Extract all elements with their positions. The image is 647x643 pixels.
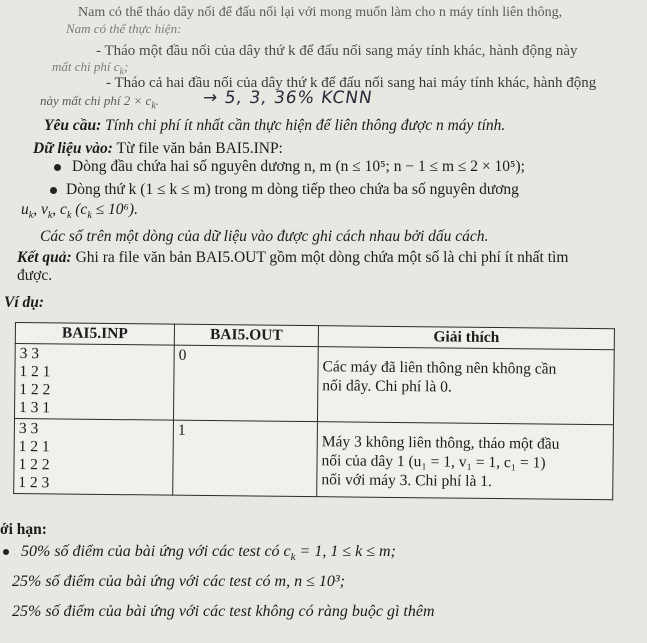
requirement-line: Yêu cầu: Tính chi phí ít nhất cần thực hiện để liên thông được n máy tính. <box>44 117 506 134</box>
text-line-5: - Tháo cả hai đầu nối của dây thứ k để đấu nối sang hai máy tính khác, hành động <box>106 75 597 91</box>
table-header: BAI5.INP <box>15 323 174 346</box>
table-header: Giải thích <box>318 326 614 350</box>
limit-line-2: 25% số điểm của bài ứng với các test có m, n ≤ 10³; <box>12 573 345 590</box>
table-row <box>14 344 614 425</box>
limits-heading: ới hạn: <box>0 521 47 538</box>
limit-line-1: 50% số điểm của bài ứng với các test có $c_k = 1$, 1 ≤ k ≤ m; <box>21 543 396 564</box>
explanation-cell: Máy 3 không liên thông, tháo một đầu nối của dây 1 (u₁ = 1, v₁ = 1, c₁ = 1) nối với máy 3. Chi phí là 1. <box>317 422 614 500</box>
separator-note: Các số trên một dòng của dữ liệu vào được ghi cách nhau bởi dấu cách. <box>40 228 489 245</box>
table-header: BAI5.OUT <box>174 324 318 347</box>
explanation-cell: Các máy đã liên thông nên không cần nối dây. Chi phí là 0. <box>317 347 614 425</box>
text-line-1: Nam có thể tháo dây nối để đấu nối lại với mong muốn làm cho n máy tính liên thông, <box>78 5 563 20</box>
input-bullet-2: Dòng thứ k (1 ≤ k ≤ m) trong m dòng tiếp theo chứa ba số nguyên dương <box>66 181 519 198</box>
inp-cell: 3 3 1 2 1 1 2 2 1 3 1 <box>14 344 174 421</box>
example-heading: Ví dụ: <box>4 294 45 311</box>
input-heading: Dữ liệu vào: Từ file văn bản BAI5.INP: <box>33 140 283 157</box>
input-bullet-1: Dòng đầu chứa hai số nguyên dương n, m (n ≤ 10⁵; n − 1 ≤ m ≤ 2 × 10⁵); <box>72 158 525 175</box>
output-line-2: được. <box>17 267 53 284</box>
example-table <box>13 322 615 500</box>
text-line-6: này mất chi phí $2 \times c_k$. <box>40 93 160 112</box>
limit-line-3: 25% số điểm của bài ứng với các test không có ràng buộc gì thêm <box>12 603 435 620</box>
output-line: Kết quả: Ghi ra file văn bản BAI5.OUT gồm một dòng chứa một số là chi phí ít nhất tìm <box>17 249 569 266</box>
text-line-3: - Tháo một đầu nối của dây thứ k để đấu nối sang máy tính khác, hành động này <box>96 43 578 59</box>
bullet-icon <box>50 187 57 194</box>
text-line-4: mất chi phí $c_k$; <box>52 59 129 78</box>
inp-cell: 3 3 1 2 1 1 2 2 1 2 3 <box>14 418 174 495</box>
table-row <box>14 418 614 499</box>
handwritten-note: → 5, 3, 36% KCNN <box>201 88 375 108</box>
text-line-2: Nam có thể thực hiện: <box>66 21 182 36</box>
bullet-icon <box>3 549 9 555</box>
out-cell: 1 <box>173 420 318 497</box>
input-bullet-2-cont: $u_k$, $v_k$, $c_k$ $(c_k \le 10^6)$. <box>21 201 138 222</box>
bullet-icon <box>54 164 61 171</box>
out-cell: 0 <box>173 345 318 422</box>
